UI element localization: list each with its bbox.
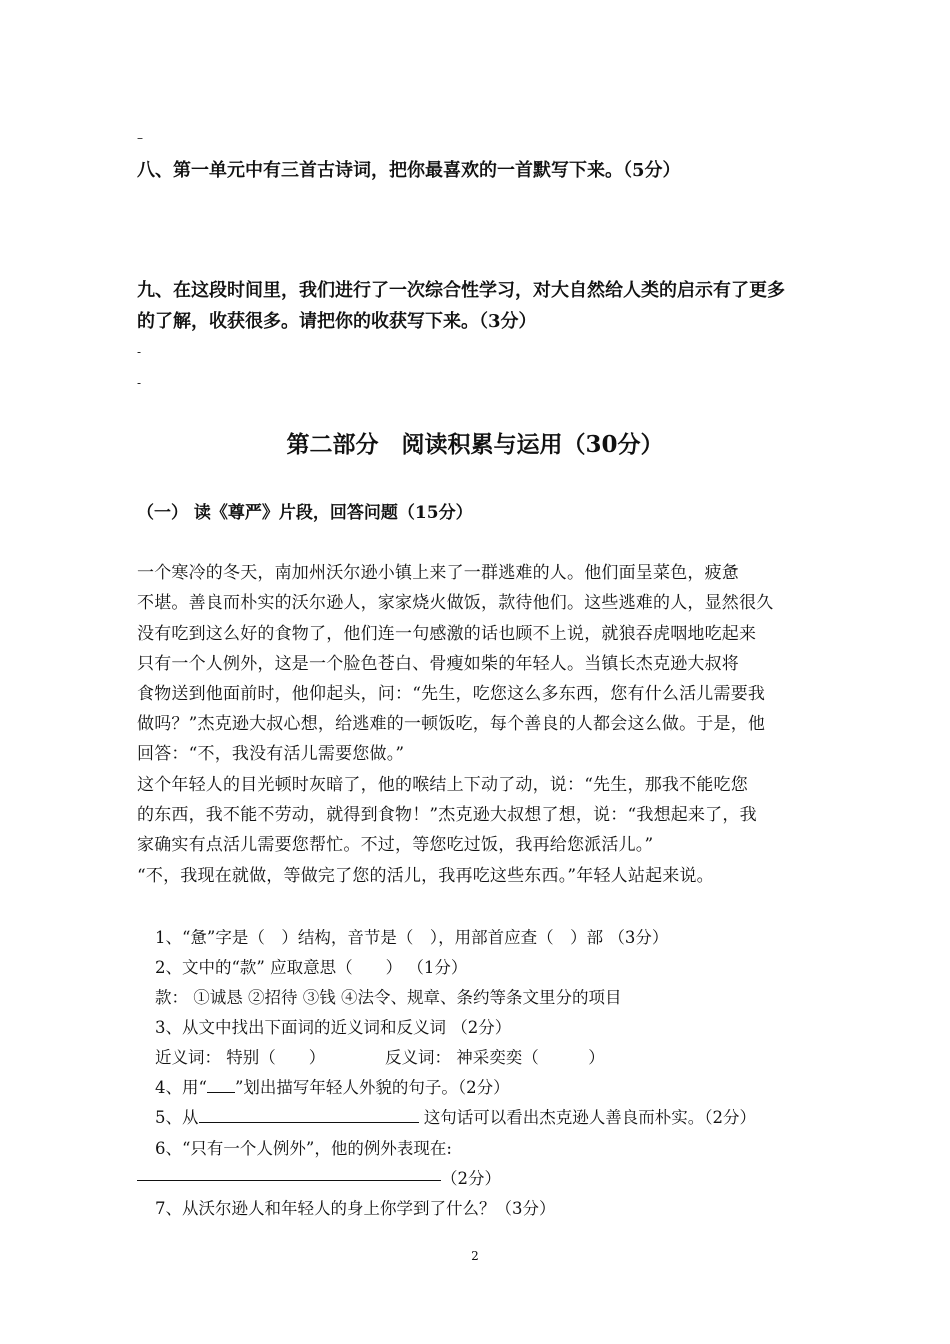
- question-4-start: 4、用“: [155, 1078, 207, 1097]
- question-4-end: ”划出描写年轻人外貌的句子。（2分）: [234, 1078, 510, 1097]
- question-3-synonym: 近义词： 特别（ ）: [155, 1048, 326, 1067]
- question-7: 7、从沃尔逊人和年轻人的身上你学到了什么？（3分）: [155, 1199, 556, 1218]
- question-9-line-2: 的了解，收获很多。请把你的收获写下来。（3分）: [137, 311, 537, 332]
- question-5: [155, 1104, 756, 1128]
- question-4-blank[interactable]: [207, 1077, 235, 1093]
- part-2-title: 第二部分 阅读积累与运用（30分）: [286, 431, 664, 458]
- passage-line: 不堪。善良而朴实的沃尔逊人，家家烧火做饭，款待他们。这些逃难的人，显然很久: [137, 593, 774, 613]
- passage-line: “不，我现在就做，等做完了您的活儿，我再吃这些东西。”年轻人站起来说。: [137, 866, 714, 886]
- passage-line: 只有一个人例外，这是一个脸色苍白、骨瘦如柴的年轻人。当镇长杰克逊大叔将: [137, 654, 739, 674]
- passage-line: 回答：“不，我没有活儿需要您做。”: [137, 744, 405, 764]
- passage-line: 没有吃到这么好的食物了，他们连一句感激的话也顾不上说，就狼吞虎咽地吃起来: [137, 624, 757, 644]
- question-5-blank[interactable]: [199, 1107, 419, 1123]
- question-1: 1、“惫”字是（ ）结构，音节是（ ），用部首应查（ ）部 （3分）: [155, 928, 669, 947]
- question-8: 八、第一单元中有三首古诗词，把你最喜欢的一首默写下来。（5分）: [137, 160, 681, 181]
- mark-2: -: [137, 345, 142, 359]
- question-5-start: 5、从: [155, 1108, 199, 1127]
- question-2-options: 款： ①诚恳 ②招待 ③钱 ④法令、规章、条约等条文里分的项目: [155, 988, 622, 1007]
- question-4: [155, 1074, 510, 1098]
- mark-1: –: [137, 131, 143, 145]
- question-9-line-1: 九、在这段时间里，我们进行了一次综合性学习，对大自然给人类的启示有了更多: [137, 280, 785, 301]
- passage-line: 这个年轻人的目光顿时灰暗了，他的喉结上下动了动，说：“先生，那我不能吃您: [137, 775, 748, 795]
- question-5-end: 这句话可以看出杰克逊人善良而朴实。（2分）: [418, 1108, 756, 1127]
- question-2: 2、文中的“款” 应取意思（ ） （1分）: [155, 958, 468, 977]
- page-number: 2: [471, 1249, 479, 1263]
- question-3: 3、从文中找出下面词的近义词和反义词 （2分）: [155, 1018, 512, 1037]
- passage-line: 的东西，我不能不劳动，就得到食物！”杰克逊大叔想了想，说：“我想起来了，我: [137, 805, 757, 825]
- passage-line: 食物送到他面前时，他仰起头，问：“先生，吃您这么多东西，您有什么活儿需要我: [137, 684, 766, 704]
- question-6-answer-line[interactable]: [137, 1180, 441, 1181]
- question-6: 6、“只有一个人例外”，他的例外表现在:: [155, 1139, 452, 1158]
- passage-line: 做吗？”杰克逊大叔心想，给逃难的一顿饭吃，每个善良的人都会这么做。于是，他: [137, 714, 766, 734]
- question-6-score: （2分）: [441, 1169, 501, 1188]
- section-1-title: （一） 读《尊严》片段，回答问题（15分）: [137, 503, 473, 523]
- passage-line: 家确实有点活儿需要您帮忙。不过，等您吃过饭，我再给您派活儿。”: [137, 835, 654, 855]
- question-3-antonym: 反义词： 神采奕奕（ ）: [385, 1048, 605, 1067]
- mark-3: -: [137, 376, 142, 390]
- passage-line: 一个寒冷的冬天，南加州沃尔逊小镇上来了一群逃难的人。他们面呈菜色，疲惫: [137, 563, 739, 583]
